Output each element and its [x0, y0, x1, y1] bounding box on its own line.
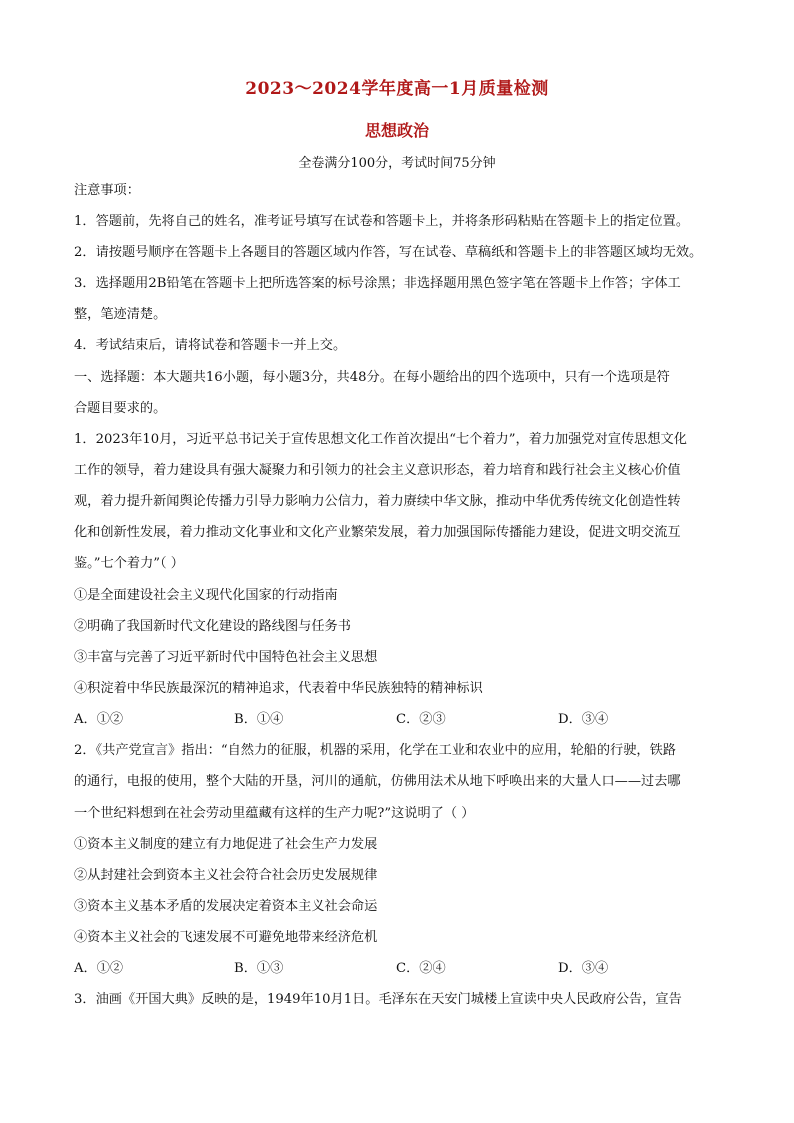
q1-stem-line: 观，着力提升新闻舆论传播力引导力影响力公信力，着力赓续中华文脉，推动中华优秀传统文化创造性转: [74, 494, 681, 509]
q2-item: ④资本主义社会的飞速发展不可避免地带来经济危机: [74, 930, 378, 945]
q1-stem-line: 工作的领导，着力建设具有强大凝聚力和引领力的社会主义意识形态，着力培育和践行社会主义核心价值: [74, 463, 681, 478]
q2-stem-line: 的通行，电报的使用，整个大陆的开垦，河川的通航，仿佛用法术从地下呼唤出来的大量人口——过去哪: [74, 774, 681, 789]
q1-item: ③丰富与完善了习近平新时代中国特色社会主义思想: [74, 650, 378, 665]
q1-options: [74, 711, 734, 729]
q1-stem-line: 1．2023年10月，习近平总书记关于宣传思想文化工作首次提出“七个着力”，着力加强党对宣传思想文化: [74, 432, 687, 447]
q2-options: [74, 960, 734, 978]
q2-option-c[interactable]: C．②④: [396, 961, 446, 976]
note-line: 1．答题前，先将自己的姓名，准考证号填写在试卷和答题卡上，并将条形码粘贴在答题卡上的指定位置。: [74, 214, 690, 229]
q1-option-b[interactable]: B．①④: [234, 712, 284, 727]
q2-stem-line: 2．《共产党宣言》指出：“自然力的征服，机器的采用，化学在工业和农业中的应用，轮船的行驶，铁路: [74, 743, 676, 758]
q2-option-d[interactable]: D．③④: [558, 961, 609, 976]
q2-option-a[interactable]: A．①②: [74, 961, 124, 976]
section-line: 一、选择题：本大题共16小题，每小题3分，共48分。在每小题给出的四个选项中，只有一个选项是符: [74, 370, 670, 385]
q2-item: ③资本主义基本矛盾的发展决定着资本主义社会命运: [74, 899, 378, 914]
q1-item: ④积淀着中华民族最深沉的精神追求，代表着中华民族独特的精神标识: [74, 681, 483, 696]
exam-info: 全卷满分100分，考试时间75分钟: [298, 156, 496, 171]
subject-title: 思想政治: [364, 121, 429, 140]
q2-item: ②从封建社会到资本主义社会符合社会历史发展规律: [74, 868, 378, 883]
note-line: 整，笔迹清楚。: [74, 307, 167, 322]
q1-option-a[interactable]: A．①②: [74, 712, 124, 727]
notes-heading: 注意事项：: [74, 183, 140, 198]
q1-option-c[interactable]: C．②③: [396, 712, 446, 727]
q2-stem-line: 一个世纪料想到在社会劳动里蕴藏有这样的生产力呢?”这说明了（ ）: [74, 806, 475, 821]
q1-stem-line: 化和创新性发展，着力推动文化事业和文化产业繁荣发展，着力加强国际传播能力建设，促进文明交流互: [74, 525, 681, 540]
section-line: 合题目要求的。: [74, 401, 167, 416]
q3-stem-line: 3．油画《开国大典》反映的是，1949年10月1日。毛泽东在天安门城楼上宣读中央人民政府公告，宣告: [74, 992, 682, 1007]
q2-option-b[interactable]: B．①③: [234, 961, 284, 976]
exam-title: 2023～2024学年度高一1月质量检测: [245, 79, 549, 99]
note-line: 2．请按题号顺序在答题卡上各题目的答题区域内作答，写在试卷、草稿纸和答题卡上的非答题区域均无效。: [74, 245, 703, 260]
q1-stem-line: 鉴。”七个着力”（ ）: [74, 556, 184, 571]
q1-item: ②明确了我国新时代文化建设的路线图与任务书: [74, 619, 351, 634]
q1-option-d[interactable]: D．③④: [558, 712, 609, 727]
q2-item: ①资本主义制度的建立有力地促进了社会生产力发展: [74, 837, 378, 852]
note-line: 4．考试结束后，请将试卷和答题卡一并上交。: [74, 338, 347, 353]
q1-item: ①是全面建设社会主义现代化国家的行动指南: [74, 588, 338, 603]
note-line: 3．选择题用2B铅笔在答题卡上把所选答案的标号涂黑；非选择题用黑色签字笔在答题卡上作答；字体工: [74, 276, 681, 291]
